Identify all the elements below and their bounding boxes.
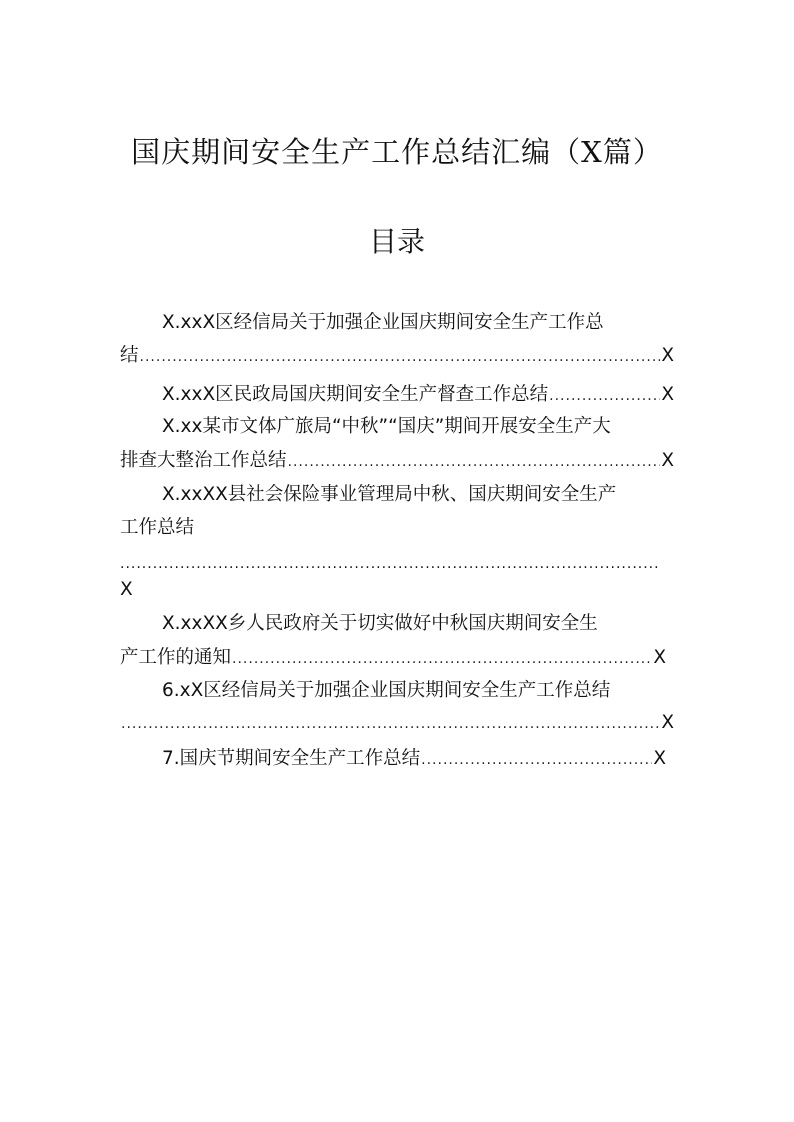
toc-page-number: X [661, 450, 674, 471]
dot-leader [121, 708, 660, 739]
toc-entry-1-line2[interactable] [120, 340, 674, 372]
toc-page-number: X [661, 345, 674, 366]
toc-entry-4-line1[interactable]: X.xxXX县社会保险事业管理局中秋、国庆期间安全生产 [162, 484, 617, 505]
toc-entry-5-line1[interactable]: X.xxXX乡人民政府关于切实做好中秋国庆期间安全生 [162, 613, 598, 634]
toc-heading: 目录 [368, 225, 425, 258]
toc-entry-6-line2[interactable] [120, 707, 674, 739]
toc-entry-4-line2[interactable]: 工作总结 [120, 517, 195, 538]
toc-page-number: X [661, 712, 674, 733]
toc-entry-text: 7.国庆节期间安全生产工作总结 [162, 748, 421, 769]
toc-entry-5-line2[interactable] [120, 642, 666, 674]
toc-entry-6-line1[interactable]: 6.xX区经信局关于加强企业国庆期间安全生产工作总结 [162, 680, 611, 701]
toc-page-number: X [653, 647, 666, 668]
dot-leader [140, 341, 661, 372]
toc-entry-1-line1[interactable]: X.xxX区经信局关于加强企业国庆期间安全生产工作总 [162, 312, 604, 333]
toc-entry-2[interactable] [162, 379, 674, 411]
toc-entry-3-line1[interactable]: X.xx某市文体广旅局“中秋”“国庆”期间开展安全生产大 [162, 416, 611, 437]
toc-entry-7[interactable] [162, 743, 666, 775]
toc-entry-3-line2[interactable] [120, 445, 674, 477]
toc-entry-text: X.xxX区民政局国庆期间安全生产督查工作总结 [162, 384, 549, 405]
document-title: 国庆期间安全生产工作总结汇编（X篇） [131, 135, 663, 169]
toc-entry-text: 产工作的通知 [120, 647, 232, 668]
toc-entry-text: 排查大整治工作总结 [120, 450, 287, 471]
dot-leader [288, 446, 661, 477]
toc-page-number: X [653, 748, 666, 769]
dot-leader [232, 643, 652, 674]
dot-leader [549, 380, 660, 411]
toc-entry-text: 结 [120, 345, 139, 366]
dot-leader [421, 744, 652, 775]
toc-page-number: X [661, 384, 674, 405]
toc-page-number: X [120, 579, 133, 600]
